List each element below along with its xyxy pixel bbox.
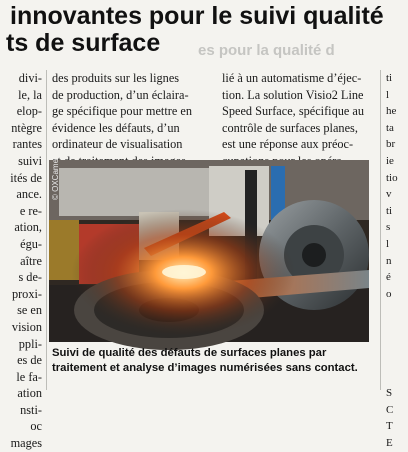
column-rule-left [46, 70, 47, 390]
middle-column-text [52, 70, 202, 170]
inspection-photo [49, 160, 369, 342]
text-line: ités de [10, 170, 42, 185]
headline-line-1: innovantes pour le suivi qualité [10, 2, 384, 30]
photo-credit: © OXCame [51, 158, 60, 200]
text-line: est une réponse aux préoc- [222, 137, 354, 152]
text-line: ie [386, 154, 394, 167]
text-line: v [386, 188, 392, 201]
text-line: o [386, 287, 392, 300]
text-line: ppli- [18, 336, 42, 351]
text-line: ge spécifique pour mettre en [52, 104, 192, 119]
text-line: suivi [18, 153, 42, 168]
headline-line-2: ts de surface [6, 29, 161, 57]
text-line: égu- [20, 236, 42, 251]
text-line [386, 336, 400, 353]
text-line: évidence les défauts, d’un [52, 120, 180, 135]
text-line: ta [386, 121, 394, 134]
text-line: proxi- [11, 286, 42, 301]
text-line: rantes [12, 137, 42, 152]
text-line: ation [17, 386, 42, 401]
text-line: e re- [19, 203, 42, 218]
text-line: br [386, 138, 396, 151]
text-line: Speed Surface, spécifique au [222, 104, 365, 119]
text-line: é [386, 271, 391, 284]
text-line: tion. La solution Visio2 Line [222, 87, 364, 102]
text-line [386, 352, 400, 369]
text-line: ation, [14, 220, 42, 235]
caption-line-1: Suivi de qualité des défauts de surfaces planes par [52, 347, 327, 359]
text-line: le, la [18, 87, 42, 102]
text-line: lié à un automatisme d’éjec- [222, 71, 362, 85]
text-line: tio [386, 171, 398, 184]
text-line [386, 369, 400, 386]
text-line: ti [386, 72, 393, 84]
show-through-text: es pour la qualité d [198, 42, 335, 59]
text-line: des produits sur les lignes [52, 71, 180, 85]
text-line: mages [10, 436, 42, 451]
text-line: l [386, 88, 390, 101]
text-line: divi- [18, 71, 42, 85]
text-line [386, 302, 400, 319]
text-line: nsti- [20, 402, 42, 417]
inspection-photo-drawing [49, 160, 369, 342]
text-line: oc [30, 419, 42, 434]
text-line: se en [17, 303, 42, 318]
text-line: he [386, 105, 397, 118]
text-line [386, 319, 400, 336]
middle2-column-text [222, 70, 374, 170]
caption-line-2: traitement et analyse d’images numérisées sans contact. [52, 362, 358, 374]
text-line: ance. [16, 187, 42, 202]
text-line: le fa- [16, 369, 42, 384]
text-line: s de- [18, 270, 42, 285]
text-line: E [386, 437, 393, 450]
text-line: S [386, 387, 393, 400]
text-line: elop- [16, 104, 42, 119]
text-line: es de [17, 353, 42, 368]
text-line: C [386, 403, 394, 416]
text-line: de production, d’un éclaira- [52, 87, 189, 102]
text-line: ordinateur de visualisation [52, 137, 183, 152]
right-column-text [386, 70, 400, 450]
text-line: vision [11, 319, 42, 334]
left-column-text [0, 70, 42, 451]
text-line: s [386, 221, 391, 234]
text-line: T [386, 420, 393, 433]
text-line: contrôle de surfaces planes, [222, 120, 358, 135]
text-line: aître [20, 253, 42, 268]
photo-caption [52, 346, 372, 376]
text-line: n [386, 254, 392, 267]
text-line: ti [386, 204, 393, 217]
text-line: ntègre [11, 120, 42, 135]
text-line: l [386, 237, 390, 250]
column-rule-right [380, 70, 381, 390]
